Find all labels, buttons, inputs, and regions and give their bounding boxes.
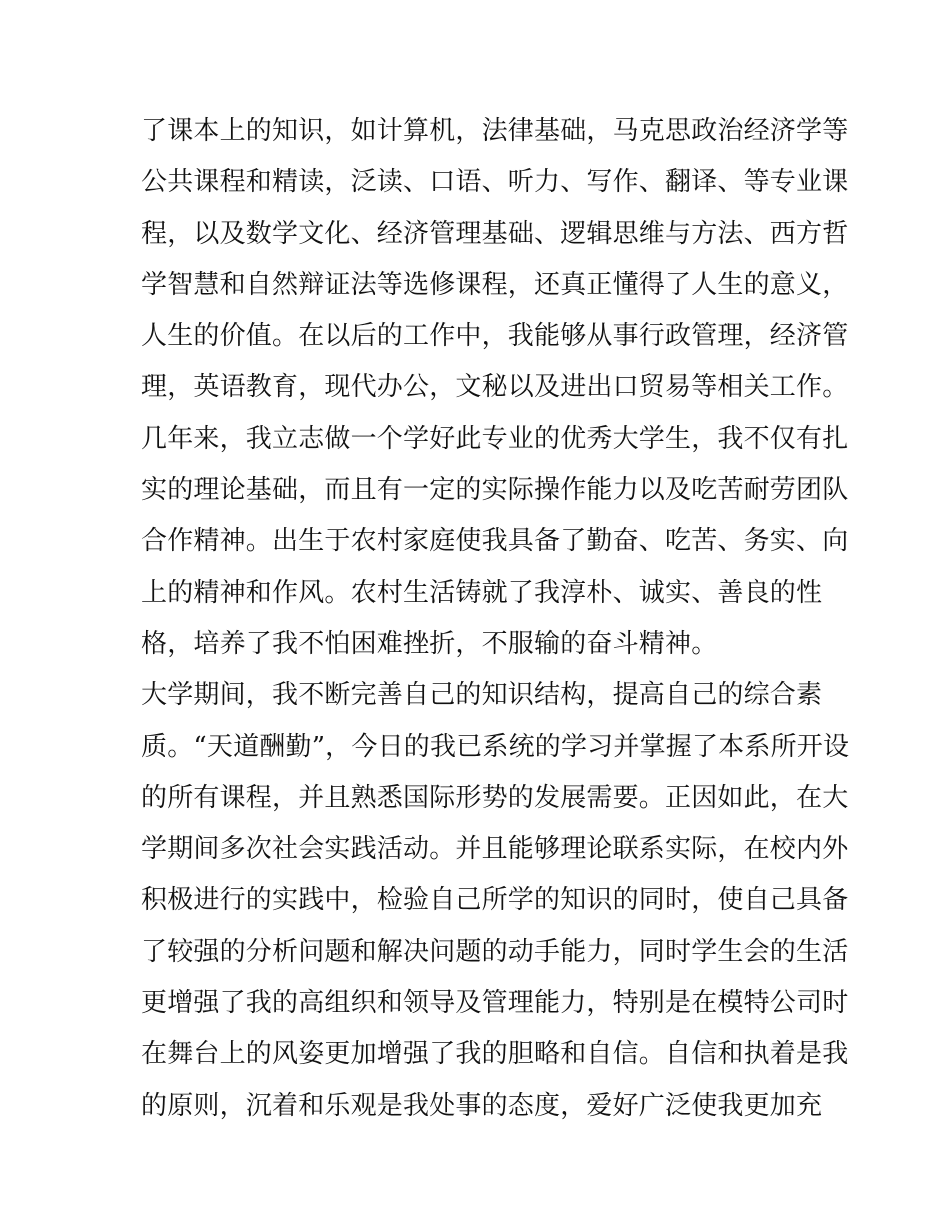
- text-line: 上的精神和作风。农村生活铸就了我淳朴、诚实、善良的性: [141, 577, 823, 608]
- text-line: 格，培养了我不怕困难挫折，不服输的奋斗精神。: [141, 628, 718, 659]
- text-line: 学期间多次社会实践活动。并且能够理论联系实际，在校内外: [141, 834, 849, 865]
- text-line: 质。“天道酬勤”，今日的我已系统的学习并掌握了本系所开设: [141, 731, 850, 762]
- text-line: 合作精神。出生于农村家庭使我具备了勤奋、吃苦、务实、向: [141, 526, 849, 557]
- text-line: 在舞台上的风姿更加增强了我的胆略和自信。自信和执着是我: [141, 1039, 849, 1070]
- text-line: 学智慧和自然辩证法等选修课程，还真正懂得了人生的意义，: [141, 269, 849, 300]
- text-line: 大学期间，我不断完善自己的知识结构，提高自己的综合素: [141, 680, 823, 711]
- text-line: 了较强的分析问题和解决问题的动手能力，同时学生会的生活: [141, 936, 849, 967]
- text-line: 程，以及数学文化、经济管理基础、逻辑思维与方法、西方哲: [141, 218, 849, 249]
- text-line: 人生的价值。在以后的工作中，我能够从事行政管理，经济管: [141, 321, 849, 352]
- document-body: [141, 106, 850, 1132]
- text-line: 几年来，我立志做一个学好此专业的优秀大学生，我不仅有扎: [141, 423, 849, 454]
- text-line: 积极进行的实践中，检验自己所学的知识的同时，使自己具备: [141, 885, 849, 916]
- text-line: 公共课程和精读，泛读、口语、听力、写作、翻译、等专业课: [141, 167, 849, 198]
- text-line: 的原则，沉着和乐观是我处事的态度，爱好广泛使我更加充: [141, 1090, 823, 1121]
- text-line: 理，英语教育，现代办公，文秘以及进出口贸易等相关工作。: [141, 372, 849, 403]
- text-line: 的所有课程，并且熟悉国际形势的发展需要。正因如此，在大: [141, 782, 849, 813]
- text-line: 实的理论基础，而且有一定的实际操作能力以及吃苦耐劳团队: [141, 475, 849, 506]
- text-line: 更增强了我的高组织和领导及管理能力，特别是在模特公司时: [141, 988, 849, 1019]
- text-line: 了课本上的知识，如计算机，法律基础，马克思政治经济学等: [141, 116, 849, 146]
